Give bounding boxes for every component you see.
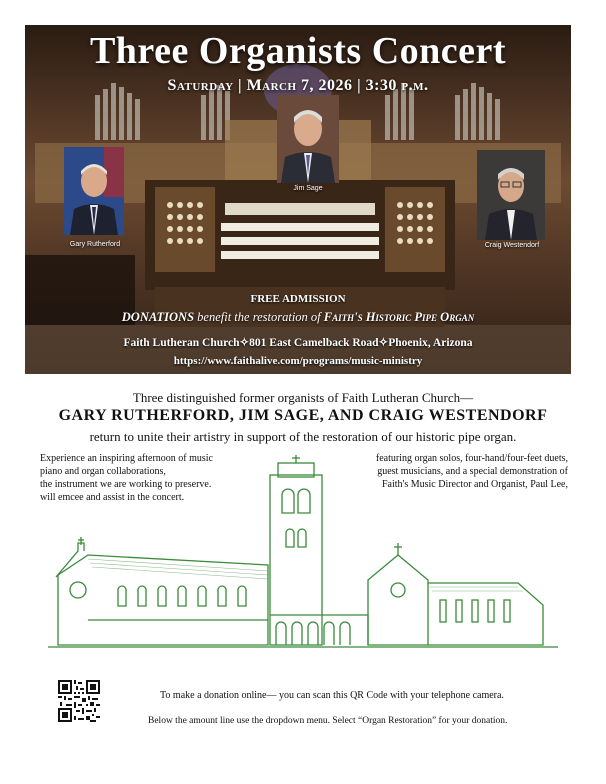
concert-title: Three Organists Concert (89, 30, 507, 72)
donations-lead: DONATIONS (121, 310, 195, 324)
caption-left: Gary Rutherford (69, 241, 121, 248)
hero-banner (25, 25, 571, 374)
portrait-image (477, 150, 545, 240)
intro-line-2: return to unite their artistry in support of the restoration of our historic pipe organ. (89, 429, 517, 444)
concert-date: March 7, 2026 (246, 77, 353, 94)
right-line: featuring organ solos, four-hand/four-feet duets, (375, 453, 568, 464)
donations-rest: benefit the restoration of (197, 310, 321, 324)
body-right-column (330, 452, 568, 491)
donations-organ: Faith's Historic Pipe Organ (323, 310, 475, 324)
right-line: guest musicians, and a special demonstration of (377, 466, 568, 477)
left-line: Experience an inspiring afternoon of music (40, 453, 213, 464)
concert-time: 3:30 p.m. (365, 77, 429, 94)
right-line: Faith's Music Director and Organist, Paul Lee, (381, 479, 568, 490)
donation-instruction-1: To make a donation online— you can scan this QR Code with your telephone camera. (160, 690, 504, 701)
portrait-gary-rutherford (64, 147, 124, 235)
caption-center: Jim Sage (293, 185, 323, 192)
left-line: piano and organ collaborations, (40, 466, 166, 477)
concert-day: Saturday (167, 77, 234, 94)
donations-line (25, 310, 571, 325)
portrait-jim-sage (277, 95, 339, 183)
body-left-column (40, 452, 213, 504)
left-line: the instrument we are working to preserve. (40, 479, 212, 490)
concert-date-line (25, 77, 571, 95)
portrait-image (64, 147, 124, 235)
church-address: Faith Lutheran Church✧801 East Camelback Road✧Phoenix, Arizona (123, 337, 473, 349)
donation-instruction-2: Below the amount line use the dropdown menu. Select “Organ Restoration” for your donation. (148, 716, 508, 726)
free-admission: FREE ADMISSION (250, 293, 346, 305)
portrait-craig-westendorf (477, 150, 545, 240)
intro-line-1: Three distinguished former organists of Faith Lutheran Church— (132, 390, 474, 405)
left-line: will emcee and assist in the concert. (40, 492, 185, 503)
organist-names: GARY RUTHERFORD, JIM SAGE, AND CRAIG WESTENDORF (58, 407, 548, 424)
separator: | (238, 77, 243, 94)
separator: | (357, 77, 362, 94)
donation-qr-code[interactable] (58, 680, 100, 722)
portrait-image (277, 95, 339, 183)
music-ministry-url[interactable]: https://www.faithalive.com/programs/music-ministry (173, 355, 423, 367)
caption-right: Craig Westendorf (484, 242, 540, 249)
